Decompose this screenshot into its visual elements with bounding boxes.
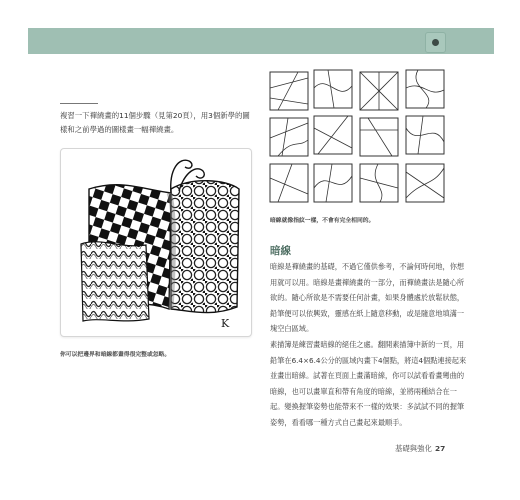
string-tile <box>406 116 444 154</box>
section-paragraph-1: 暗線是禪繞畫的基礎，不過它僅供參考，不論何時何地，你想用就可以用。暗線是畫禪繞畫的一部分，而禪繞畫法是隨心所欲的。隨心所欲是不需要任何計畫，如果身體處於放鬆狀態，鉛筆便可以依興致，靈感在紙上隨意移動，或是隨意地填滿一塊空白區域。 <box>270 262 465 333</box>
section-paragraph-2: 素描簿是練習畫暗線的絕佳之處。翻開素描簿中新的一頁，用鉛筆在6.4×6.4公分的區域內畫下4個點，將這4個點連接起來並畫出暗線。試著在頁面上畫滿暗線，你可以試看看畫彎曲的暗線，也可以畫單直和帶有角度的暗線，並將兩種結合在一起。變換握筆姿勢也能帶來不一樣的效果：多試試不同的握筆姿勢，看看哪一種方式自己畫起來最順手。 <box>270 340 467 427</box>
left-figure-caption: 你可以把邊界和暗線都畫得很完整或忽略。 <box>60 352 171 358</box>
string-tile <box>406 164 444 202</box>
string-examples-grid <box>268 68 468 208</box>
page-footer <box>395 443 445 454</box>
right-figure-caption: 暗線就像指紋一樣，不會有完全相同的。 <box>270 218 375 224</box>
string-tile <box>360 118 398 156</box>
string-tile <box>314 70 352 108</box>
page-number: 27 <box>434 444 446 453</box>
chapter-tab-dot <box>432 39 439 46</box>
zentangle-artwork-frame <box>60 148 252 337</box>
string-tile <box>270 72 308 110</box>
string-tile <box>270 118 308 156</box>
string-tile <box>406 70 444 108</box>
string-tile <box>314 116 352 154</box>
zentangle-artwork <box>61 149 251 336</box>
chapter-tab <box>425 32 446 53</box>
section-title: 暗線 <box>270 245 291 257</box>
string-tile <box>360 164 398 202</box>
footer-label: 基礎與強化 <box>395 444 432 453</box>
intro-text: 複習一下禪繞畫的11個步驟（見第20頁），用3個新學的圖樣和之前學過的圖樣畫一幅禪繞畫。 <box>60 111 250 134</box>
string-tile <box>360 72 398 110</box>
string-tile <box>314 164 352 202</box>
artist-signature: K <box>221 317 230 330</box>
string-tile <box>270 164 308 202</box>
weave-band <box>81 242 149 321</box>
intro-rule <box>60 103 98 104</box>
bubble-pillow <box>171 181 239 313</box>
